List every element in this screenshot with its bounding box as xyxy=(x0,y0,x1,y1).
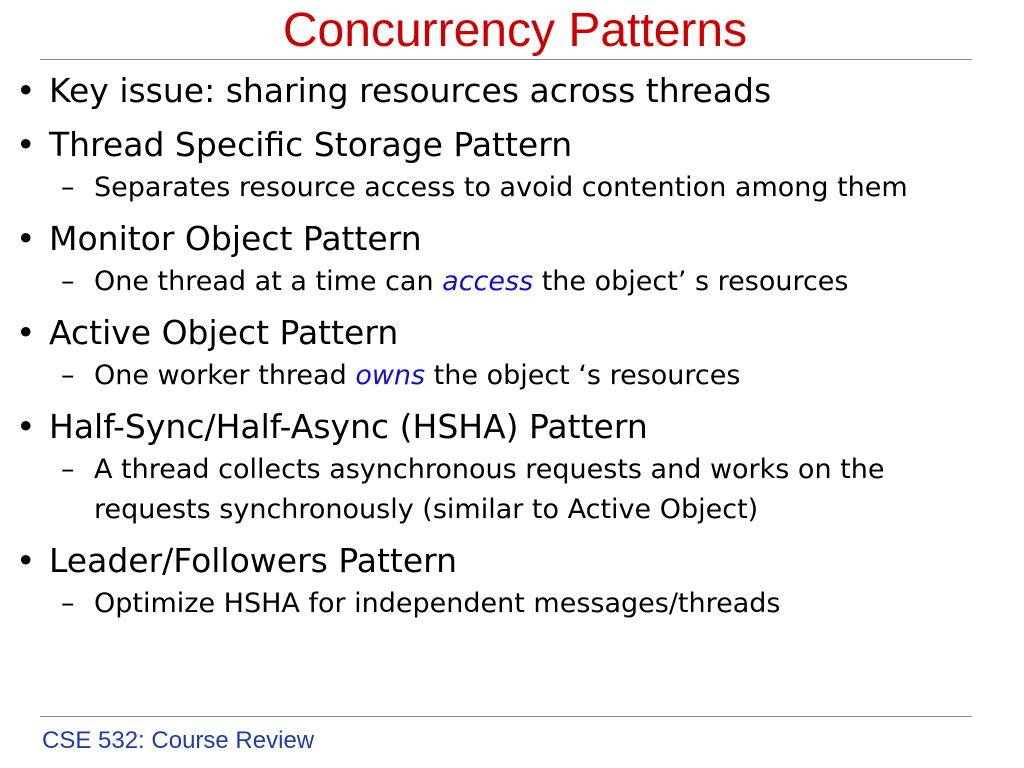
dash-icon: – xyxy=(61,266,75,297)
sub-bullet-item xyxy=(0,584,1024,624)
sub-bullet-text: One thread at a time can xyxy=(94,266,443,297)
bullet-dot-icon: • xyxy=(16,219,36,258)
sub-bullet-item xyxy=(0,356,1024,396)
title-divider xyxy=(40,59,972,60)
bullet-item xyxy=(0,404,1024,450)
bullet-item xyxy=(0,538,1024,584)
bullet-list xyxy=(0,68,1024,632)
sub-bullet-text: A thread collects asynchronous requests and works on the requests synchronously (similar to Active Object) xyxy=(94,454,885,525)
footer-divider xyxy=(40,716,972,717)
bullet-text: Leader/Followers Pattern xyxy=(49,541,458,580)
bullet-text: Active Object Pattern xyxy=(49,313,399,352)
bullet-dot-icon: • xyxy=(16,313,36,352)
bullet-item xyxy=(0,122,1024,168)
bullet-dot-icon: • xyxy=(16,541,36,580)
bullet-dot-icon: • xyxy=(16,125,36,164)
emphasis-text: owns xyxy=(355,360,426,391)
sub-bullet-text: Optimize HSHA for independent messages/threads xyxy=(94,588,781,619)
dash-icon: – xyxy=(61,454,75,485)
sub-bullet-text-tail: the object’ s resources xyxy=(533,266,849,297)
emphasis-text: access xyxy=(442,266,534,297)
dash-icon: – xyxy=(61,172,75,203)
sub-bullet-item xyxy=(0,262,1024,302)
footer-text: CSE 532: Course Review xyxy=(42,727,315,754)
bullet-text: Thread Specific Storage Pattern xyxy=(49,125,573,164)
dash-icon: – xyxy=(61,588,75,619)
sub-bullet-text: Separates resource access to avoid contention among them xyxy=(94,172,908,203)
bullet-text: Monitor Object Pattern xyxy=(49,219,422,258)
sub-bullet-text-tail: the object ‘s resources xyxy=(425,360,741,391)
dash-icon: – xyxy=(61,360,75,391)
sub-bullet-text: One worker thread xyxy=(94,360,356,391)
bullet-item xyxy=(0,216,1024,262)
bullet-text: Key issue: sharing resources across threads xyxy=(49,71,772,110)
bullet-dot-icon: • xyxy=(16,71,36,110)
slide-title: Concurrency Patterns xyxy=(282,4,748,57)
bullet-item xyxy=(0,68,1024,114)
sub-bullet-item xyxy=(0,168,1024,208)
bullet-text: Half-Sync/Half-Async (HSHA) Pattern xyxy=(49,407,648,446)
bullet-dot-icon: • xyxy=(16,407,36,446)
bullet-item xyxy=(0,310,1024,356)
sub-bullet-item xyxy=(0,450,994,530)
